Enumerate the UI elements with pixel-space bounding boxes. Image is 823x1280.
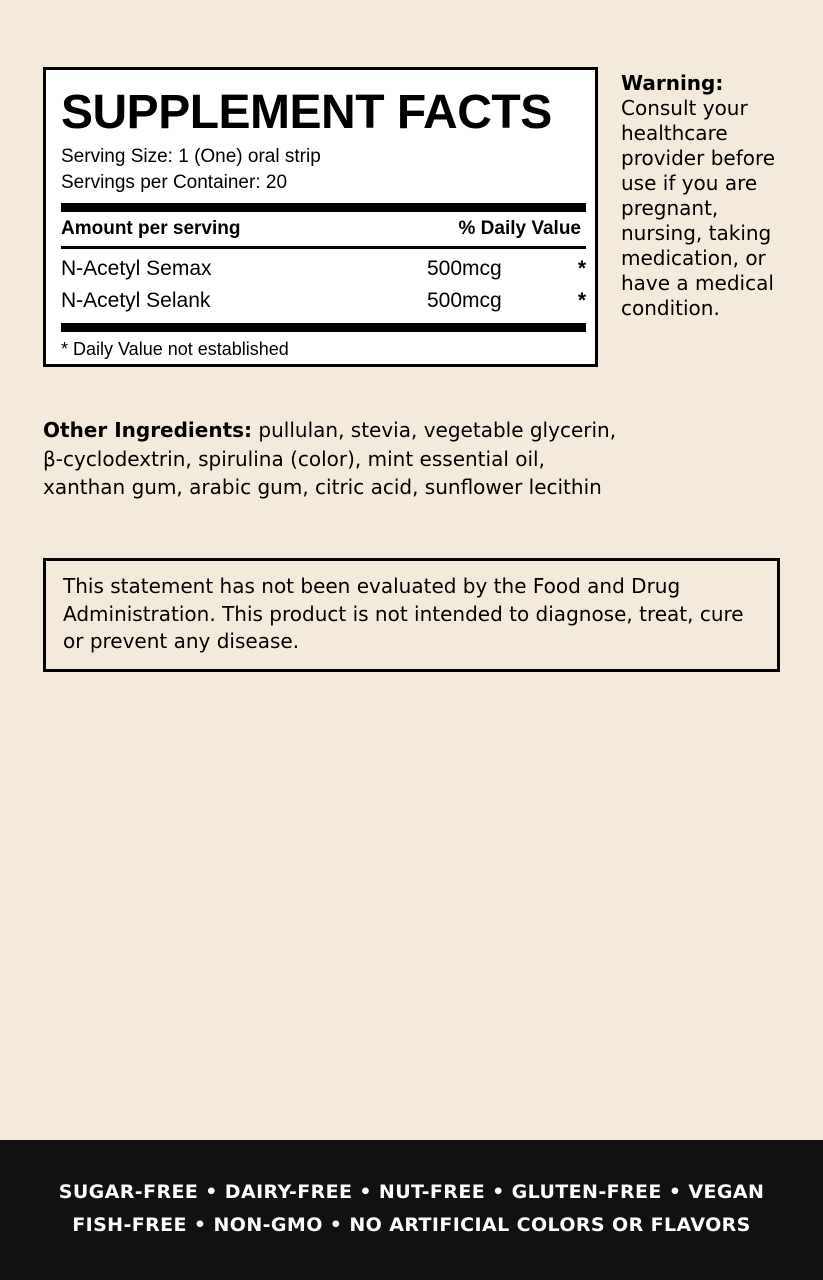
warning-text: Consult your healthcare provider before use if you are pregnant, nursing, taking medication, or have a medical condition. <box>621 96 776 320</box>
supplement-facts-title: SUPPLEMENT FACTS <box>61 86 552 139</box>
footer-claims-line-2: FISH-FREE • NON-GMO • NO ARTIFICIAL COLORS OR FLAVORS <box>72 1214 751 1236</box>
daily-value-footnote: * Daily Value not established <box>61 339 289 359</box>
daily-value-header: % Daily Value <box>458 218 581 239</box>
fda-disclaimer-box <box>43 558 780 672</box>
ingredient-name: N-Acetyl Semax <box>61 257 212 280</box>
ingredient-daily-value: * <box>577 257 586 280</box>
footer-banner <box>0 1140 823 1280</box>
supplement-facts-panel <box>43 67 598 367</box>
thick-divider-top <box>61 203 586 212</box>
ingredient-amount: 500mcg <box>427 257 502 280</box>
other-ingredients-label: Other Ingredients: <box>43 418 253 442</box>
ingredient-amount: 500mcg <box>427 289 502 312</box>
serving-size: Serving Size: 1 (One) oral strip <box>61 146 321 167</box>
ingredient-row <box>61 256 586 282</box>
ingredient-name: N-Acetyl Selank <box>61 289 211 312</box>
amount-per-serving-header: Amount per serving <box>61 218 241 239</box>
other-ingredients <box>43 416 618 502</box>
other-ingredients-text: pullulan, stevia, vegetable glycerin, β-cyclodextrin, spirulina (color), mint essential oil, xanthan gum, arabic gum, citric acid, sunflower lecithin <box>43 418 617 499</box>
ingredient-daily-value: * <box>577 289 586 312</box>
footer-claims-line-1: SUGAR-FREE • DAIRY-FREE • NUT-FREE • GLUTEN-FREE • VEGAN <box>58 1181 765 1203</box>
warning-title: Warning: <box>621 71 724 95</box>
fda-disclaimer-text: This statement has not been evaluated by the Food and Drug Administration. This product is not intended to diagnose, treat, cure or prevent any disease. <box>63 574 744 653</box>
thick-divider-bottom <box>61 323 586 332</box>
servings-per-container: Servings per Container: 20 <box>61 172 288 193</box>
warning-block <box>621 71 796 321</box>
thin-divider <box>61 246 586 249</box>
ingredient-row <box>61 288 586 314</box>
